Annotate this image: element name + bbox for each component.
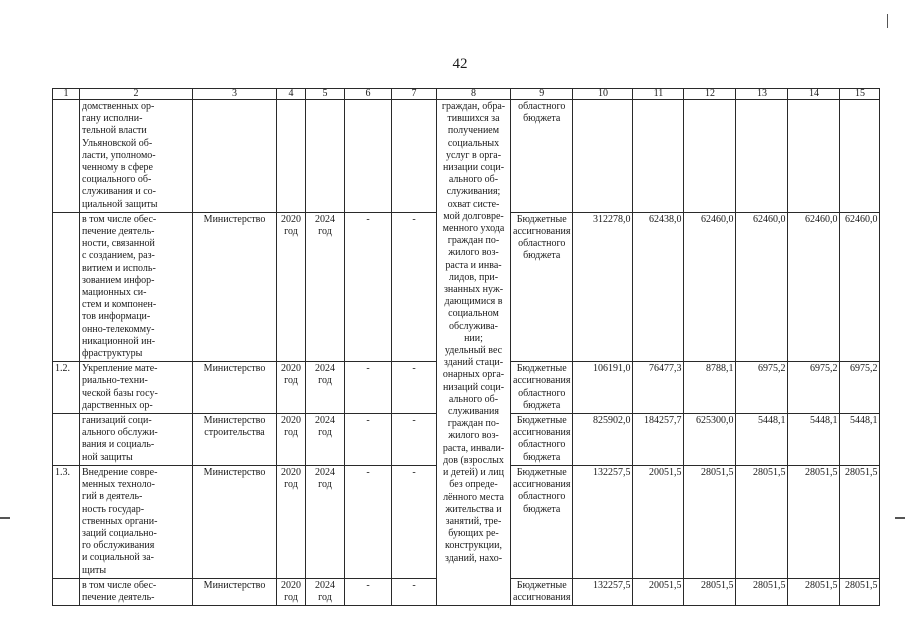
target-indicators: граждан, обра- тившихся за получением социальных услуг в орга- низации соци- ального об- служивания; охват систе- мой долговре- менного ухода граждан по- жилого воз- раста и инва- лидов, при- знанных нуж- дающимися в социальном обслужива- нии; удельный вес зданий стаци- онарных орга- низаций соци- ального об- служивания граждан по- жилого воз- раста, инвали- дов (взрослых и детей) и лиц без опреде- лённого места жительства и занятий, тре- бующих ре- конструкции, зданий, нахо- bbox=[437, 100, 511, 606]
value-2022: 28051,5 bbox=[736, 465, 788, 578]
value-2024: 28051,5 bbox=[840, 578, 880, 605]
measure-name: домственных ор- гану исполни- тельной власти Ульяновской об- ласти, уполномо- ченному в сфере социального об- служивания и со- циальной защиты bbox=[80, 100, 193, 213]
value-total: 106191,0 bbox=[573, 362, 633, 414]
cell-col7: - bbox=[392, 578, 437, 605]
row-index: 1.3. bbox=[53, 465, 80, 578]
cell-col7: - bbox=[392, 362, 437, 414]
table-row bbox=[53, 100, 880, 213]
value-total: 132257,5 bbox=[573, 578, 633, 605]
value-2023: 62460,0 bbox=[788, 212, 840, 361]
column-header: 2 bbox=[80, 89, 193, 100]
value-2022 bbox=[736, 100, 788, 213]
column-header: 4 bbox=[277, 89, 306, 100]
funding-source: областного бюджета bbox=[511, 100, 573, 213]
value-2023: 28051,5 bbox=[788, 578, 840, 605]
cell-col6: - bbox=[345, 578, 392, 605]
value-2022: 5448,1 bbox=[736, 414, 788, 466]
start-year: 2020 год bbox=[277, 212, 306, 361]
value-total: 132257,5 bbox=[573, 465, 633, 578]
value-2020: 20051,5 bbox=[633, 465, 684, 578]
column-header: 15 bbox=[840, 89, 880, 100]
program-table bbox=[52, 88, 880, 606]
scan-edge-mark bbox=[0, 517, 10, 519]
column-header: 3 bbox=[193, 89, 277, 100]
executor: Министерство bbox=[193, 465, 277, 578]
end-year: 2024 год bbox=[306, 578, 345, 605]
row-index bbox=[53, 578, 80, 605]
executor: Министерство bbox=[193, 362, 277, 414]
end-year: 2024 год bbox=[306, 414, 345, 466]
value-2021: 62460,0 bbox=[684, 212, 736, 361]
value-2020: 184257,7 bbox=[633, 414, 684, 466]
column-header: 11 bbox=[633, 89, 684, 100]
executor: Министерство bbox=[193, 578, 277, 605]
start-year bbox=[277, 100, 306, 213]
value-2022: 28051,5 bbox=[736, 578, 788, 605]
scan-edge-mark bbox=[895, 517, 905, 519]
value-total bbox=[573, 100, 633, 213]
executor: Министерство строительства bbox=[193, 414, 277, 466]
cell-col7: - bbox=[392, 212, 437, 361]
cell-col6 bbox=[345, 100, 392, 213]
value-total: 312278,0 bbox=[573, 212, 633, 361]
page-number: 42 bbox=[452, 56, 468, 72]
end-year: 2024 год bbox=[306, 465, 345, 578]
row-index bbox=[53, 414, 80, 466]
measure-name: в том числе обес- печение деятель- bbox=[80, 578, 193, 605]
measure-name: Внедрение совре- менных техноло- гий в деятель- ность государ- ственных органи- заций социально- го обслуживания и социальной за- щиты bbox=[80, 465, 193, 578]
column-number-row bbox=[53, 89, 880, 100]
column-header: 9 bbox=[511, 89, 573, 100]
value-2024: 62460,0 bbox=[840, 212, 880, 361]
row-index: 1.2. bbox=[53, 362, 80, 414]
column-header: 7 bbox=[392, 89, 437, 100]
cell-col6: - bbox=[345, 465, 392, 578]
scan-edge-mark bbox=[887, 14, 888, 28]
column-header: 8 bbox=[437, 89, 511, 100]
value-2023 bbox=[788, 100, 840, 213]
value-total: 825902,0 bbox=[573, 414, 633, 466]
end-year: 2024 год bbox=[306, 212, 345, 361]
column-header: 1 bbox=[53, 89, 80, 100]
value-2021 bbox=[684, 100, 736, 213]
value-2021: 28051,5 bbox=[684, 465, 736, 578]
column-header: 14 bbox=[788, 89, 840, 100]
row-index bbox=[53, 212, 80, 361]
cell-col7: - bbox=[392, 465, 437, 578]
column-header: 6 bbox=[345, 89, 392, 100]
value-2024: 5448,1 bbox=[840, 414, 880, 466]
end-year: 2024 год bbox=[306, 362, 345, 414]
value-2020: 62438,0 bbox=[633, 212, 684, 361]
value-2024: 28051,5 bbox=[840, 465, 880, 578]
executor bbox=[193, 100, 277, 213]
start-year: 2020 год bbox=[277, 414, 306, 466]
measure-name: Укрепление мате- риально-техни- ческой базы госу- дарственных ор- bbox=[80, 362, 193, 414]
cell-col7: - bbox=[392, 414, 437, 466]
value-2022: 62460,0 bbox=[736, 212, 788, 361]
value-2023: 5448,1 bbox=[788, 414, 840, 466]
column-header: 5 bbox=[306, 89, 345, 100]
row-index bbox=[53, 100, 80, 213]
value-2020 bbox=[633, 100, 684, 213]
column-header: 12 bbox=[684, 89, 736, 100]
column-header: 10 bbox=[573, 89, 633, 100]
value-2021: 28051,5 bbox=[684, 578, 736, 605]
measure-name: в том числе обес- печение деятель- ности, связанной с созданием, раз- витием и исполь- зованием инфор- мационных си- стем и компонен- тов информаци- онно-телекомму- никационной ин- фраструктуры bbox=[80, 212, 193, 361]
funding-source: Бюджетные ассигнования областного бюджета bbox=[511, 212, 573, 361]
value-2021: 8788,1 bbox=[684, 362, 736, 414]
executor: Министерство bbox=[193, 212, 277, 361]
measure-name: ганизаций соци- ального обслужи- вания и социаль- ной защиты bbox=[80, 414, 193, 466]
value-2024 bbox=[840, 100, 880, 213]
start-year: 2020 год bbox=[277, 578, 306, 605]
end-year bbox=[306, 100, 345, 213]
column-header: 13 bbox=[736, 89, 788, 100]
cell-col6: - bbox=[345, 362, 392, 414]
cell-col6: - bbox=[345, 414, 392, 466]
funding-source: Бюджетные ассигнования bbox=[511, 578, 573, 605]
funding-source: Бюджетные ассигнования областного бюджета bbox=[511, 465, 573, 578]
start-year: 2020 год bbox=[277, 465, 306, 578]
value-2024: 6975,2 bbox=[840, 362, 880, 414]
value-2021: 625300,0 bbox=[684, 414, 736, 466]
funding-source: Бюджетные ассигнования областного бюджета bbox=[511, 414, 573, 466]
value-2020: 76477,3 bbox=[633, 362, 684, 414]
cell-col6: - bbox=[345, 212, 392, 361]
value-2022: 6975,2 bbox=[736, 362, 788, 414]
value-2023: 6975,2 bbox=[788, 362, 840, 414]
value-2020: 20051,5 bbox=[633, 578, 684, 605]
funding-source: Бюджетные ассигнования областного бюджета bbox=[511, 362, 573, 414]
cell-col7 bbox=[392, 100, 437, 213]
start-year: 2020 год bbox=[277, 362, 306, 414]
value-2023: 28051,5 bbox=[788, 465, 840, 578]
